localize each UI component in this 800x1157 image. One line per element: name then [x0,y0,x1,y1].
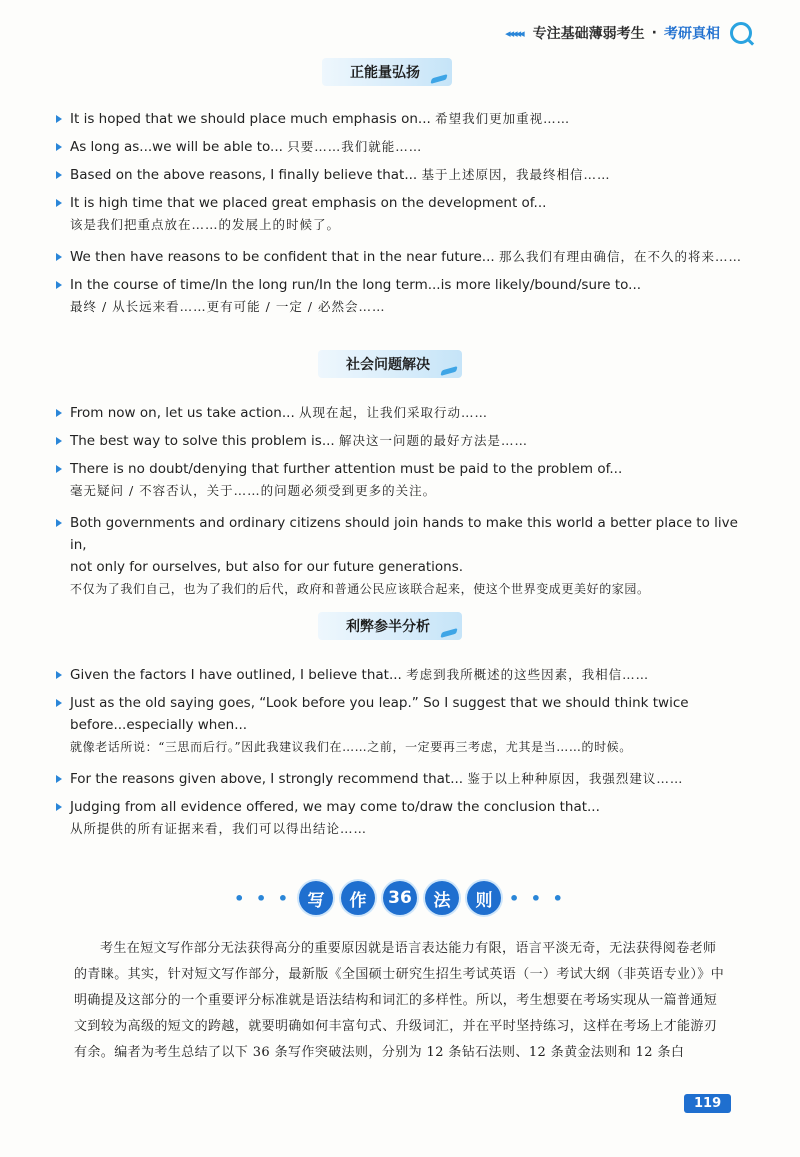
phrase-en: For the reasons given above, I strongly recommend that... [70,771,464,787]
section-title: 正能量弘扬 [350,65,420,81]
phrase-cn: 解决这一问题的最好方法是…… [339,433,529,448]
list-item [56,246,756,268]
list-item [56,796,756,840]
list-item [56,164,756,186]
bullet-icon [56,699,62,707]
list-item [56,512,756,600]
phrase-cn: 那么我们有理由确信，在不久的将来…… [498,249,742,264]
section-tag-social [318,350,462,378]
banner-char: 则 [467,881,501,915]
list-item [56,274,756,318]
phrase-en: It is hoped that we should place much emphasis on... [70,111,431,127]
list-item [56,692,756,758]
chapter-banner [0,878,800,918]
bullet-icon [56,803,62,811]
banner-char: 36 [383,881,417,915]
phrase-en: It is high time that we placed great emphasis on the development of... [70,195,547,211]
running-header [505,22,752,44]
list-item [56,664,756,686]
phrase-en-cont: before...especially when... [70,717,248,733]
header-separator: · [651,25,657,41]
phrase-cn: 基于上述原因，我最终相信…… [421,167,611,182]
bullet-icon [56,775,62,783]
bullet-icon [56,437,62,445]
phrase-cn: 不仅为了我们自己，也为了我们的后代，政府和普通公民应该联合起来，使这个世界变成更美好的家园。 [70,582,650,596]
list-item [56,192,756,236]
phrase-en: From now on, let us take action... [70,405,295,421]
bullet-icon [56,409,62,417]
header-main: 专注基础薄弱考生 [532,26,645,42]
bullet-icon [56,519,62,527]
magnifier-icon [730,22,752,44]
phrase-en: Both governments and ordinary citizens should join hands to make this world a better place to live in, [70,515,738,553]
chevrons-icon: ◂◂◂◂◂ [505,26,523,40]
phrase-en: There is no doubt/denying that further attention must be paid to the problem of... [70,461,623,477]
page-number: 119 [684,1094,731,1113]
phrase-en: Based on the above reasons, I finally believe that... [70,167,418,183]
phrase-en: In the course of time/In the long run/In the long term...is more likely/bound/sure to... [70,277,642,293]
phrase-en: Just as the old saying goes, “Look before you leap.” So I suggest that we should think twice [70,695,689,711]
phrase-cn: 只要……我们就能…… [287,139,423,154]
section-title: 利弊参半分析 [346,619,430,635]
banner-char: 法 [425,881,459,915]
bullet-icon [56,281,62,289]
banner-dots-left: • • • [234,888,291,908]
list-item [56,768,756,790]
list-item [56,402,756,424]
banner-char: 写 [299,881,333,915]
bullet-icon [56,115,62,123]
phrase-cn: 考虑到我所概述的这些因素，我相信…… [406,667,650,682]
list-item [56,458,756,502]
phrase-cn: 最终 / 从长远来看……更有可能 / 一定 / 必然会…… [70,299,386,314]
bullet-icon [56,671,62,679]
tag-flick-icon [440,628,457,638]
list-item [56,136,756,158]
banner-char: 作 [341,881,375,915]
phrase-en: We then have reasons to be confident that in the near future... [70,249,495,265]
tag-flick-icon [430,74,447,84]
phrase-en-cont: not only for ourselves, but also for our future generations. [70,559,464,575]
intro-paragraph: 考生在短文写作部分无法获得高分的重要原因就是语言表达能力有限，语言平淡无奇，无法获得阅卷老师的青睐。其实，针对短文写作部分，最新版《全国硕士研究生招生考试英语（一）考试大纲（非英语专业）》中明确提及这部分的一个重要评分标准就是语法结构和词汇的多样性。所以，考生想要在考场实现从一篇普通短文到较为高级的短文的跨越，就要明确如何丰富句式、升级词汇，并在平时坚持练习，这样在考场上才能游刃有余。编者为考生总结了以下 36 条写作突破法则，分别为 12 条钻石法则、12 条黄金法则和 12 条白 [74,941,725,1060]
banner-dots-right: • • • [509,888,566,908]
section-tag-pros-cons [318,612,462,640]
tag-flick-icon [440,366,457,376]
phrase-cn: 从所提供的所有证据来看，我们可以得出结论…… [70,821,368,836]
phrase-cn: 就像老话所说：“三思而后行。”因此我建议我们在……之前，一定要再三考虑，尤其是当……的时候。 [70,740,632,754]
phrase-cn: 该是我们把重点放在……的发展上的时候了。 [70,217,341,232]
section-title: 社会问题解决 [346,357,430,373]
bullet-icon [56,171,62,179]
bullet-icon [56,465,62,473]
list-item [56,430,756,452]
phrase-en: As long as...we will be able to... [70,139,283,155]
phrase-en: Given the factors I have outlined, I believe that... [70,667,402,683]
phrase-cn: 毫无疑问 / 不容否认，关于……的问题必须受到更多的关注。 [70,483,437,498]
phrase-en: The best way to solve this problem is... [70,433,335,449]
phrase-cn: 希望我们更加重视…… [435,111,571,126]
header-accent: 考研真相 [664,26,720,42]
list-item [56,108,756,130]
section-tag-positive [322,58,452,86]
bullet-icon [56,253,62,261]
phrase-cn: 鉴于以上种种原因，我强烈建议…… [467,771,684,786]
phrase-cn: 从现在起，让我们采取行动…… [299,405,489,420]
bullet-icon [56,143,62,151]
bullet-icon [56,199,62,207]
phrase-en: Judging from all evidence offered, we may come to/draw the conclusion that... [70,799,600,815]
